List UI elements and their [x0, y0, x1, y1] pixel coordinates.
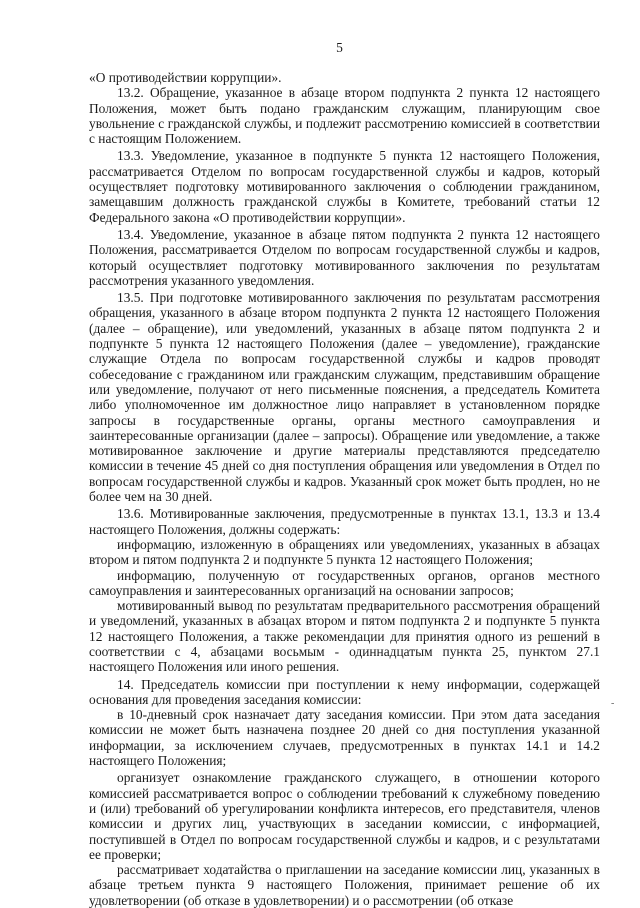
paragraph-13-6: 13.6. Мотивированные заключения, предусмотренные в пунктах 13.1, 13.3 и 13.4 настоящего Положения, должны содержать:: [89, 506, 600, 537]
page-number: 5: [336, 40, 343, 55]
paragraph-13-6-item-2: информацию, полученную от государственных органов, органов местного самоуправления и заинтересованных организаций на основании запросов;: [89, 567, 600, 598]
paragraph-14-item-3: рассматривает ходатайства о приглашении на заседание комиссии лиц, указанных в абзаце третьем пункта 9 настоящего Положения, принимает решение об их удовлетворении (об отказе в удовлетворении) и о рассмотрении (об отказе: [89, 862, 600, 908]
document-body: [89, 70, 600, 908]
paragraph-13-5: 13.5. При подготовке мотивированного заключения по результатам рассмотрения обращения, указанного в абзаце втором подпункта 2 пункта 12 настоящего Положения (далее – обращение), или уведомлений, указанных в абзаце пятом подпункта 2 и подпункте 5 пункта 12 настоящего Положения (далее – уведомление), гражданские служащие Отдела по вопросам государственной службы и кадров проводят собеседование с гражданином или гражданским служащим, представившим обращение или уведомление, получают от него письменные пояснения, а председатель Комитета либо уполномоченное им должностное лицо направляет в установленном порядке запросы в государственные органы, органы местного самоуправления и заинтересованные организации (далее – запросы). Обращение или уведомление, а также мотивированное заключение и другие материалы представляются председателю комиссии в течение 45 дней со дня поступления обращения или уведомления в Отдел по вопросам государственной службы и кадров. Указанный срок может быть продлен, но не более чем на 30 дней.: [89, 290, 600, 505]
paragraph-14: 14. Председатель комиссии при поступлении к нему информации, содержащей основания для проведения заседания комиссии:: [89, 676, 600, 707]
paragraph-13-2: 13.2. Обращение, указанное в абзаце втором подпункта 2 пункта 12 настоящего Положения, может быть подано гражданским служащим, планирующим свое увольнение с гражданской службы, и подлежит рассмотрению комиссией в соответствии с настоящим Положением.: [89, 85, 600, 147]
paragraph-law-title-end: «О противодействии коррупции».: [89, 70, 282, 85]
paragraph-13-3: 13.3. Уведомление, указанное в подпункте 5 пункта 12 настоящего Положения, рассматривается Отделом по вопросам государственной службы и кадров, который осуществляет подготовку мотивированного заключения о соблюдении гражданином, замещавшим должность гражданской службы в Комитете, требований статьи 12 Федерального закона «О противодействии коррупции».: [89, 148, 600, 225]
margin-mark: -: [611, 698, 615, 709]
paragraph-13-6-item-1: информацию, изложенную в обращениях или уведомлениях, указанных в абзацах втором и пятом подпункта 2 и подпункте 5 пункта 12 настоящего Положения;: [89, 536, 600, 568]
paragraph-13-4: 13.4. Уведомление, указанное в абзаце пятом подпункта 2 пункта 12 настоящего Положения, рассматривается Отделом по вопросам государственной службы и кадров, который осуществляет подготовку мотивированного заключения по результатам рассмотрения указанного уведомления.: [89, 226, 600, 288]
paragraph-13-6-item-3: мотивированный вывод по результатам предварительного рассмотрения обращений и уведомлений, указанных в абзацах втором и пятом подпункта 2 и подпункте 5 пункта 12 настоящего Положения, а также рекомендации для принятия одного из решений в соответствии с 4, абзацами восьмым - одиннадцатым пункта 25, пунктом 27.1 настоящего Положения или иного решения.: [89, 598, 600, 675]
paragraph-14-item-1: в 10-дневный срок назначает дату заседания комиссии. При этом дата заседания комиссии не может быть назначена позднее 20 дней со дня поступления указанной информации, за исключением случаев, предусмотренных в пунктах 14.1 и 14.2 настоящего Положения;: [89, 707, 600, 769]
paragraph-14-item-2: организует ознакомление гражданского служащего, в отношении которого комиссией рассматривается вопрос о соблюдении требований к служебному поведению и (или) требований об урегулировании конфликта интересов, его представителя, членов комиссии и других лиц, участвующих в заседании комиссии, с информацией, поступившей в Отдел по вопросам государственной службы и кадров, и с результатами ее проверки;: [89, 770, 600, 862]
